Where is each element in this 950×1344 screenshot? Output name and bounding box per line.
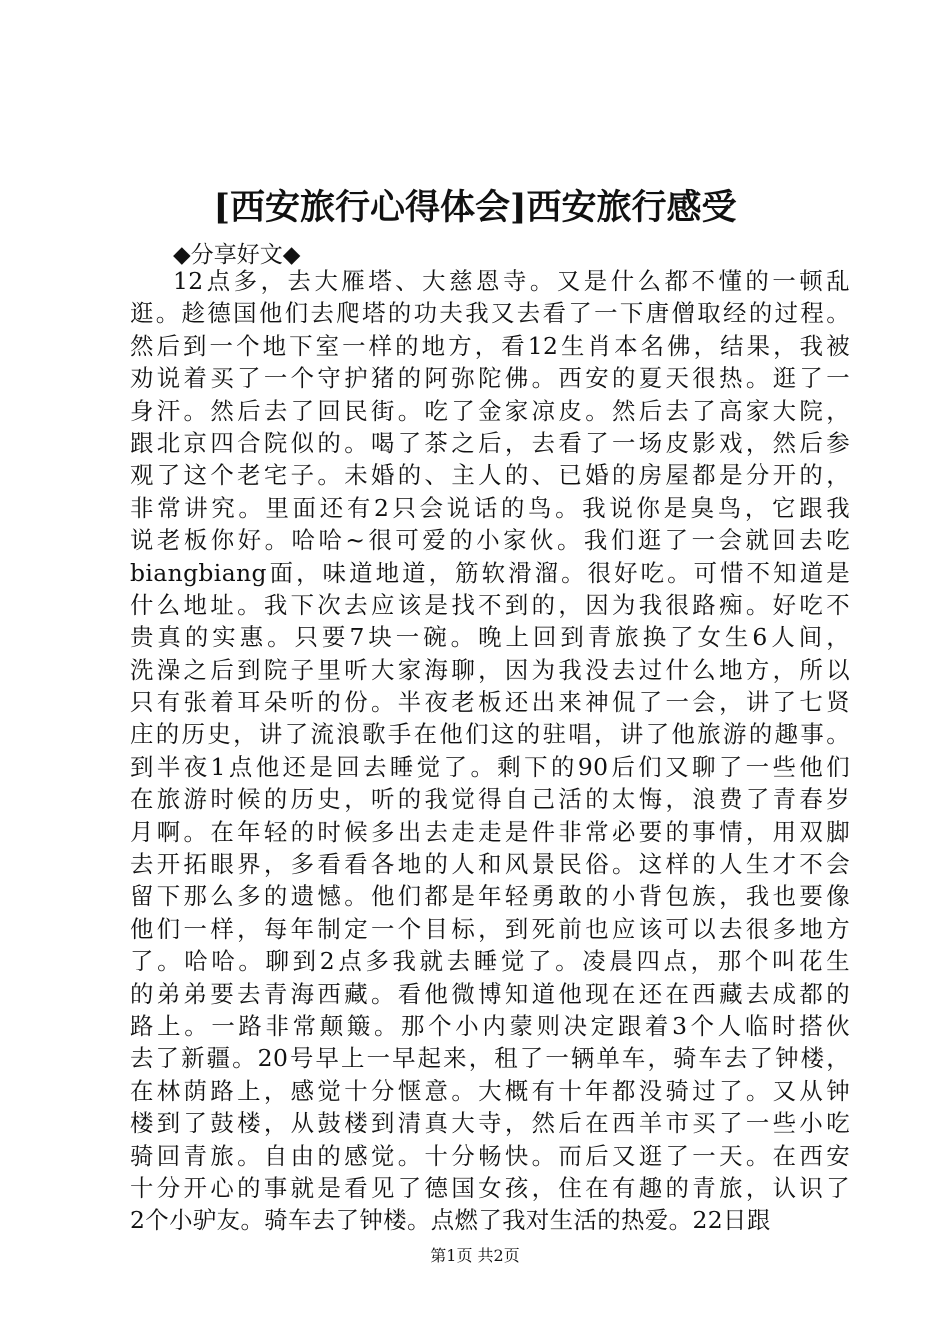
body-line: 月啊。在年轻的时候多出去走走是件非常必要的事情，用双脚: [130, 817, 850, 846]
body-line: 去了新疆。20号早上一早起来，租了一辆单车，骑车去了钟楼，: [130, 1044, 850, 1073]
body-line: 留下那么多的遗憾。他们都是年轻勇敢的小背包族，我也要像: [130, 882, 850, 911]
body-line: 的弟弟要去青海西藏。看他微博知道他现在还在西藏去成都的: [130, 979, 850, 1008]
body-line: 观了这个老宅子。未婚的、主人的、已婚的房屋都是分开的，: [130, 461, 850, 490]
body-line: 劝说着买了一个守护猪的阿弥陀佛。西安的夏天很热。逛了一: [130, 364, 850, 393]
document-title: [西安旅行心得体会]西安旅行感受: [213, 187, 737, 228]
body-line: 贵真的实惠。只要7块一碗。晚上回到青旅换了女生6人间，: [130, 623, 850, 652]
body-line: 路上。一路非常颠簸。那个小内蒙则决定跟着3个人临时搭伙: [130, 1011, 850, 1040]
body-line: 非常讲究。里面还有2只会说话的鸟。我说你是臭鸟，它跟我: [130, 493, 850, 522]
body-line: 在旅游时候的历史，听的我觉得自己活的太悔，浪费了青春岁: [130, 785, 850, 814]
page-footer: 第1页 共2页: [430, 1246, 520, 1265]
body-line: 12点多，去大雁塔、大慈恩寺。又是什么都不懂的一顿乱: [173, 267, 850, 295]
body-line: 跟北京四合院似的。喝了茶之后，去看了一场皮影戏，然后参: [130, 428, 850, 457]
body-line: 身汗。然后去了回民街。吃了金家凉皮。然后去了高家大院，: [130, 396, 850, 425]
share-label: ◆分享好文◆: [173, 242, 301, 268]
body-line: 在林荫路上，感觉十分惬意。大概有十年都没骑过了。又从钟: [130, 1076, 850, 1105]
body-line: 2个小驴友。骑车去了钟楼。点燃了我对生活的热爱。22日跟: [130, 1206, 771, 1235]
body-line: 了。哈哈。聊到2点多我就去睡觉了。凌晨四点，那个叫花生: [130, 947, 850, 976]
body-line: 庄的历史，讲了流浪歌手在他们这的驻唱，讲了他旅游的趣事。: [130, 720, 850, 749]
body-line: 什么地址。我下次去应该是找不到的，因为我很路痴。好吃不: [130, 590, 850, 619]
body-line: 说老板你好。哈哈~很可爱的小家伙。我们逛了一会就回去吃: [130, 526, 850, 555]
body-line: 逛。趁德国他们去爬塔的功夫我又去看了一下唐僧取经的过程。: [130, 299, 850, 328]
body-line: 十分开心的事就是看见了德国女孩，住在有趣的青旅，认识了: [130, 1173, 850, 1202]
body-line: 到半夜1点他还是回去睡觉了。剩下的90后们又聊了一些他们: [130, 752, 850, 781]
body-line: 然后到一个地下室一样的地方，看12生肖本名佛，结果，我被: [130, 331, 850, 360]
body-line: 楼到了鼓楼，从鼓楼到清真大寺，然后在西羊市买了一些小吃: [130, 1109, 850, 1138]
body-line: 去开拓眼界，多看看各地的人和风景民俗。这样的人生才不会: [130, 850, 850, 879]
body-line: 他们一样，每年制定一个目标，到死前也应该可以去很多地方: [130, 914, 850, 943]
body-text: [130, 265, 850, 1237]
body-line: 只有张着耳朵听的份。半夜老板还出来神侃了一会，讲了七贤: [130, 688, 850, 717]
body-line: 洗澡之后到院子里听大家海聊，因为我没去过什么地方，所以: [130, 655, 850, 684]
body-line: biangbiang面，味道地道，筋软滑溜。很好吃。可惜不知道是: [130, 558, 850, 587]
body-line: 骑回青旅。自由的感觉。十分畅快。而后又逛了一天。在西安: [130, 1141, 850, 1170]
